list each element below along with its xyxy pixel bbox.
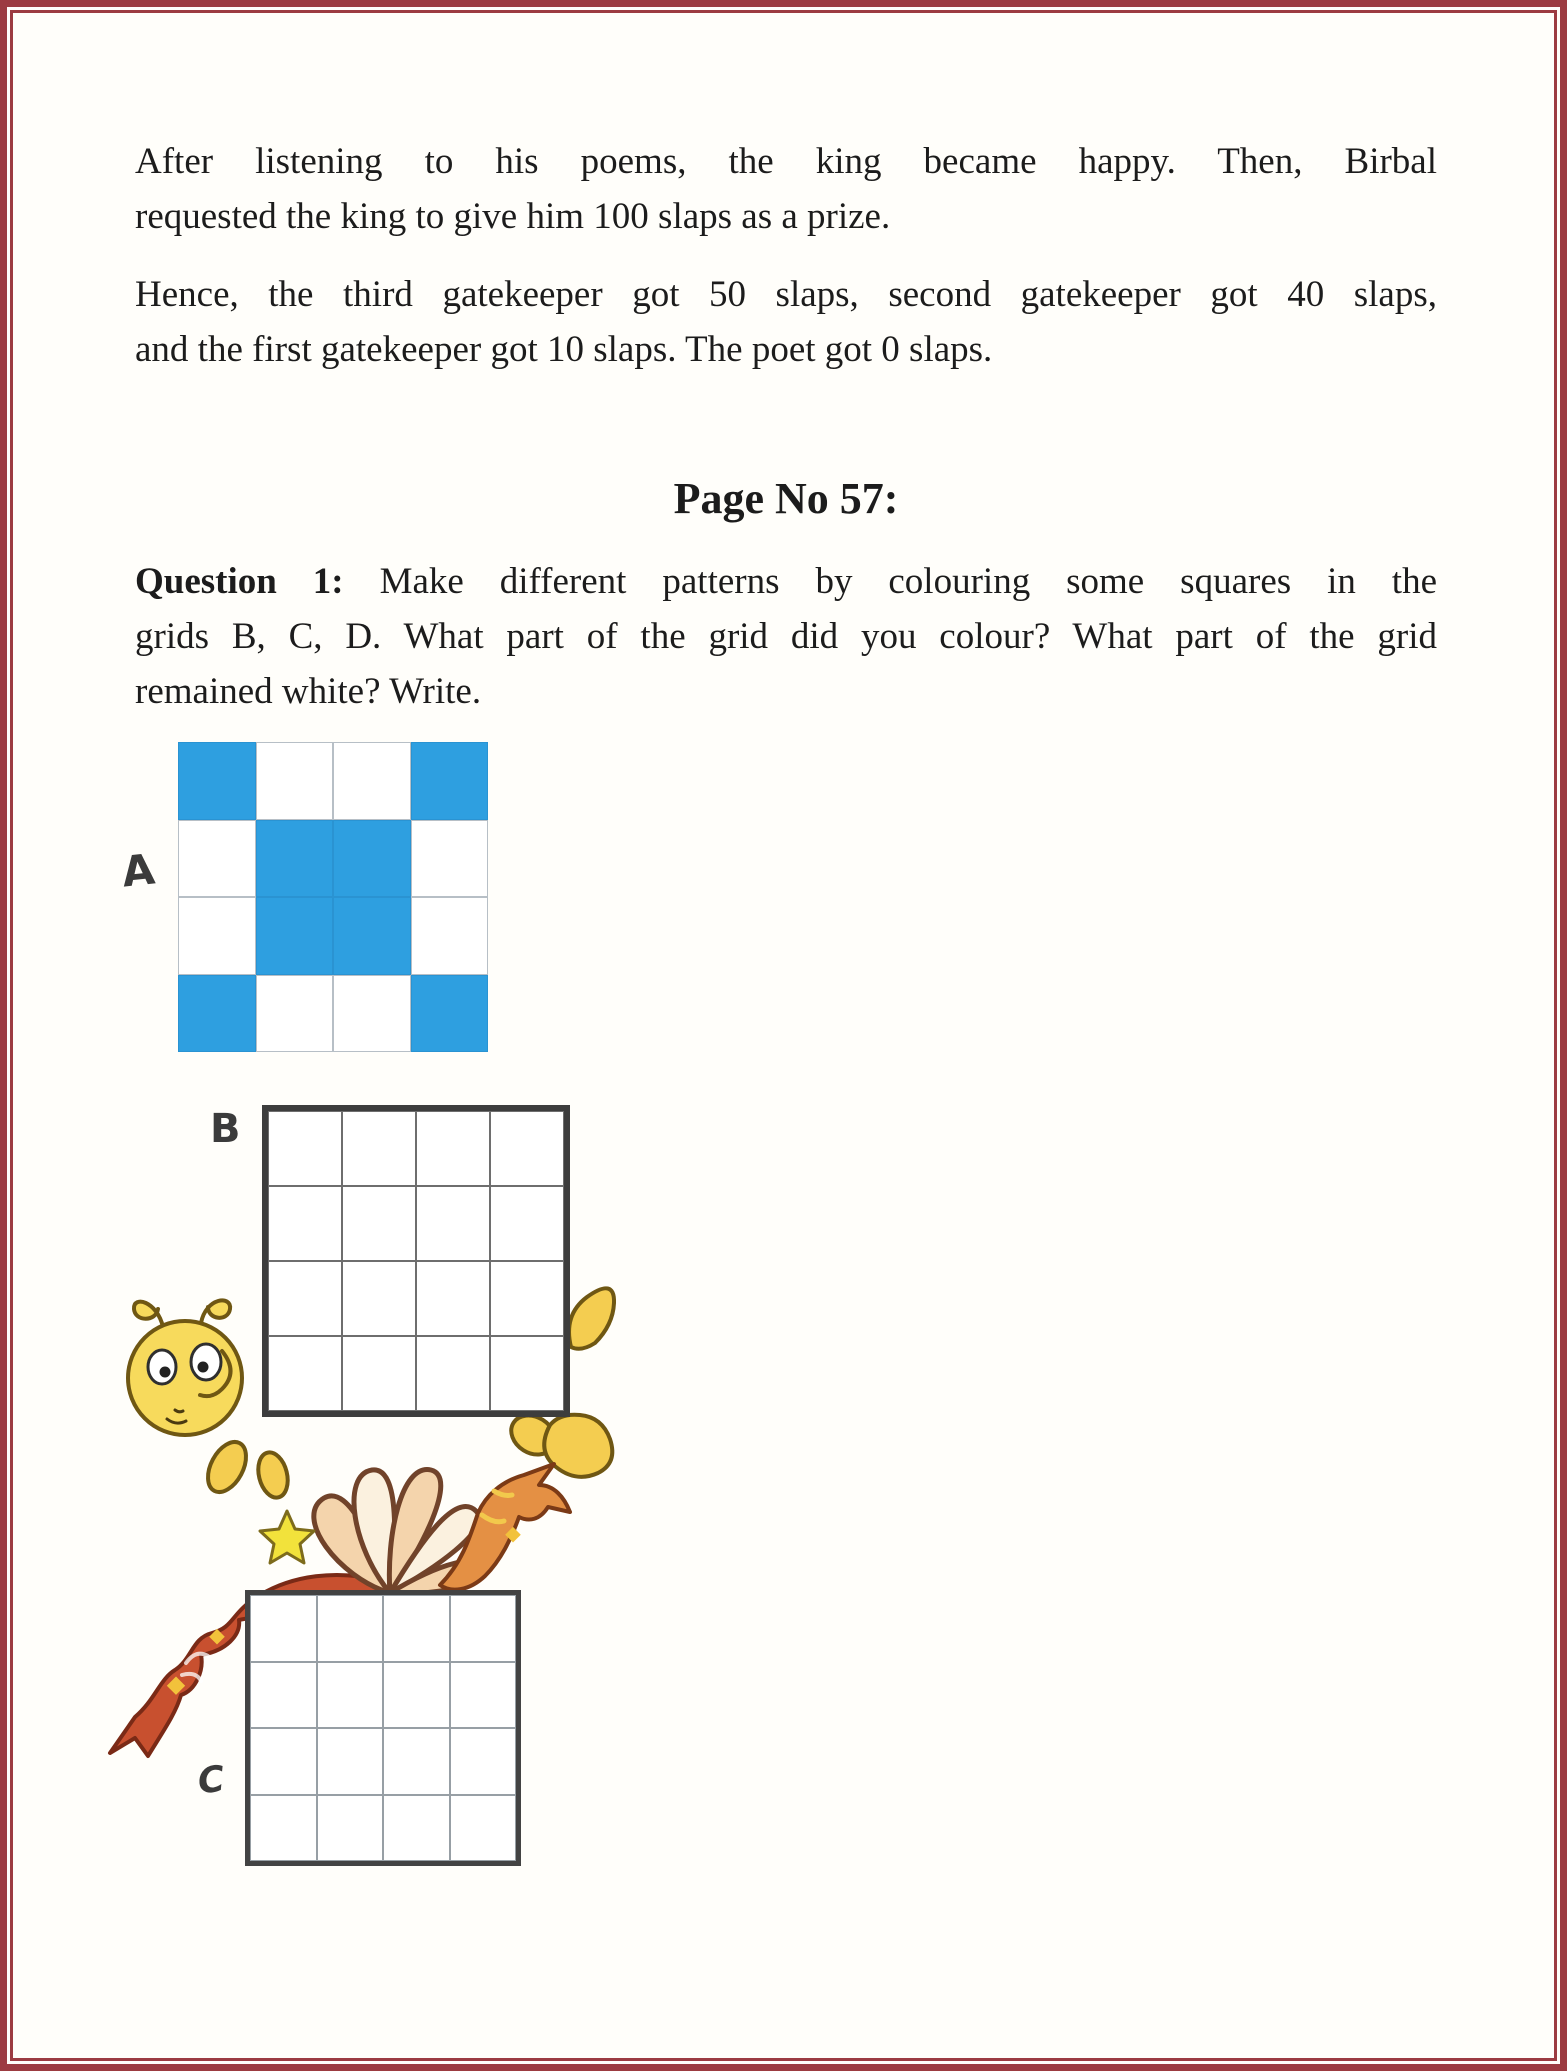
question-text: Make different patterns by colouring some squares in the [343, 561, 1437, 602]
grid-cell [317, 1728, 384, 1795]
grid-cell [490, 1336, 564, 1411]
grid-cell [333, 975, 411, 1053]
grid-cell [256, 742, 334, 820]
grid-cell [450, 1795, 517, 1862]
paragraph-question [135, 554, 1437, 719]
grid-cell [333, 820, 411, 898]
grid-cell [317, 1595, 384, 1662]
paragraph-birbal [135, 134, 1437, 244]
grid-cell [317, 1662, 384, 1729]
grid-cell [268, 1261, 342, 1336]
paragraph-gatekeepers [135, 267, 1437, 377]
grid-cell [178, 742, 256, 820]
grid-cell [411, 820, 489, 898]
grid-a-label: A [119, 844, 157, 897]
turtle-eye-icon [191, 1344, 221, 1380]
grid-cell [178, 897, 256, 975]
grid-cell [317, 1795, 384, 1862]
text-line: and the first gatekeeper got 10 slaps. The poet got 0 slaps. [135, 329, 993, 370]
grid-cell [490, 1261, 564, 1336]
turtle-head-icon [128, 1321, 242, 1435]
grid-cell [250, 1662, 317, 1729]
grid-cell [416, 1186, 490, 1261]
grid-cell [342, 1261, 416, 1336]
grid-cell [490, 1186, 564, 1261]
grid-cell [250, 1728, 317, 1795]
grid-cell [450, 1595, 517, 1662]
grid-cell [250, 1595, 317, 1662]
grid-cell [256, 975, 334, 1053]
grid-cell [333, 897, 411, 975]
turtle-eye-icon [148, 1350, 176, 1384]
grid-cell [416, 1336, 490, 1411]
turtle-pupil-icon [160, 1367, 171, 1378]
grid-cell [178, 975, 256, 1053]
grid-cell [411, 975, 489, 1053]
text-line: After listening to his poems, the king became happy. Then, Birbal [135, 141, 1437, 182]
grid-cell [250, 1795, 317, 1862]
text-line [135, 554, 1437, 609]
grid-cell [383, 1795, 450, 1862]
grid-cell [416, 1261, 490, 1336]
grid-cell [411, 742, 489, 820]
grid-cell [333, 742, 411, 820]
grid-cell [383, 1595, 450, 1662]
grid-cell [256, 897, 334, 975]
grid-cell [411, 897, 489, 975]
turtle-tail-icon [569, 1288, 614, 1348]
grid-a [178, 742, 488, 1052]
grid-b [262, 1105, 570, 1417]
grid-cell [268, 1111, 342, 1186]
text-line: remained white? Write. [135, 671, 482, 712]
grid-cell [490, 1111, 564, 1186]
grid-cell [450, 1662, 517, 1729]
grid-cell [383, 1728, 450, 1795]
grid-cell [268, 1186, 342, 1261]
grid-cell [268, 1336, 342, 1411]
page-number-heading: Page No 57: [673, 474, 899, 523]
grid-cell [450, 1728, 517, 1795]
turtle-antenna-icon [201, 1300, 230, 1323]
grid-c [245, 1590, 521, 1866]
grid-cell [178, 820, 256, 898]
grid-b-label: B [210, 1106, 241, 1152]
grid-c-label: C [195, 1758, 227, 1803]
star-icon [260, 1511, 314, 1563]
grid-cell [383, 1662, 450, 1729]
turtle-antenna-icon [134, 1302, 163, 1327]
turtle-pupil-icon [198, 1362, 209, 1373]
text-line: grids B, C, D. What part of the grid did you colour? What part of the grid [135, 616, 1437, 657]
text-line: requested the king to give him 100 slaps as a prize. [135, 196, 891, 237]
text-line: Hence, the third gatekeeper got 50 slaps, second gatekeeper got 40 slaps, [135, 274, 1437, 315]
grid-cell [256, 820, 334, 898]
grid-cell [342, 1336, 416, 1411]
question-label: Question 1: [135, 561, 344, 602]
grid-cell [342, 1186, 416, 1261]
grid-cell [416, 1111, 490, 1186]
grid-cell [342, 1111, 416, 1186]
